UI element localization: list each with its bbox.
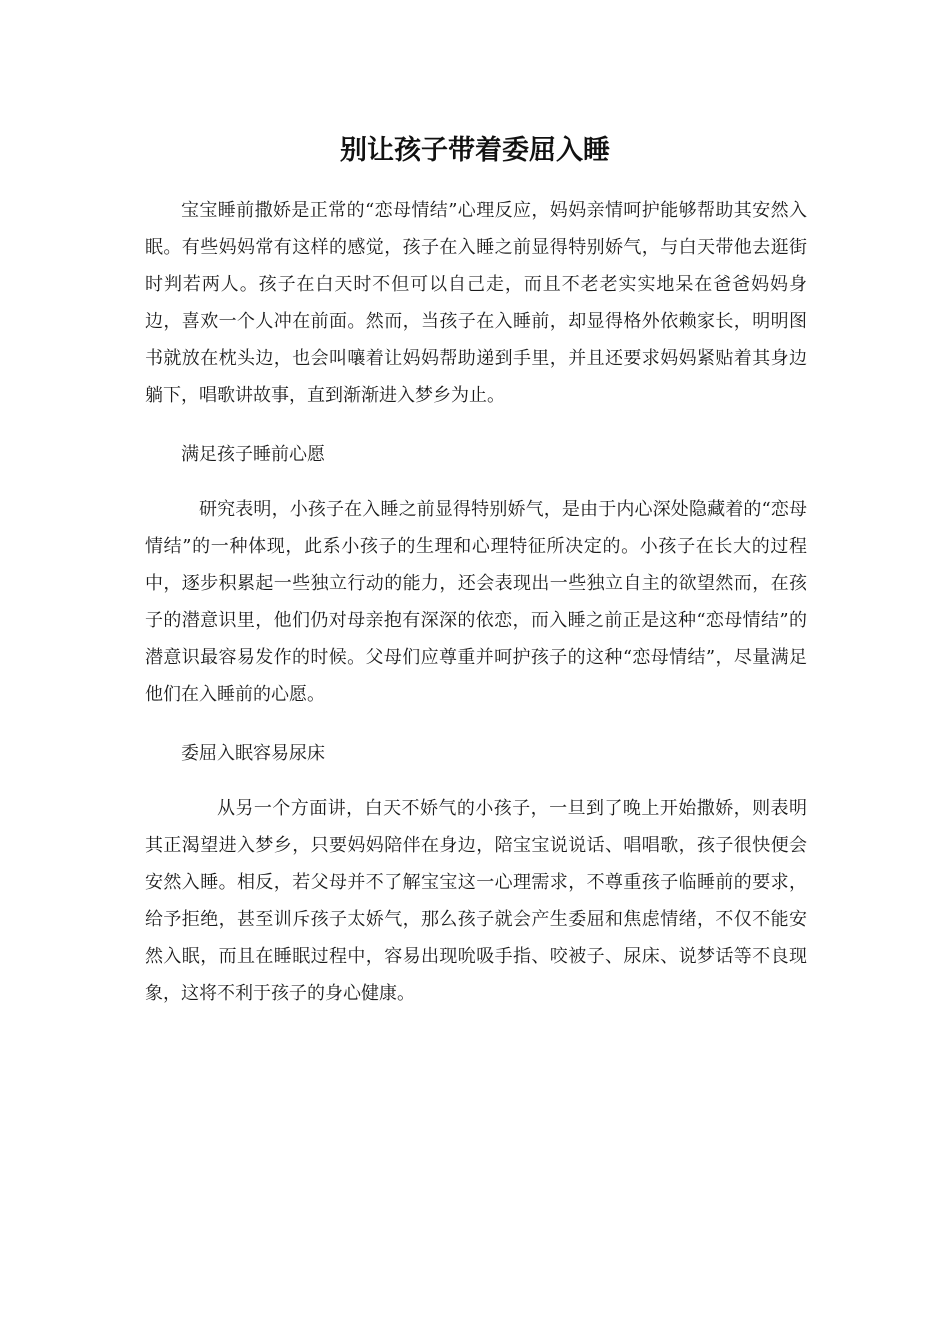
section-heading-wishes: 满足孩子睡前心愿 [181, 444, 325, 465]
paragraph-intro: 宝宝睡前撒娇是正常的“恋母情结”心理反应，妈妈亲情呵护能够帮助其安然入眠。有些妈妈常有这样的感觉，孩子在入睡之前显得特别娇气，与白天带他去逛街时判若两人。孩子在白天时不但可以自己走，而且不老老实实地呆在爸爸妈妈身边，喜欢一个人冲在前面。然而，当孩子在入睡前，却显得格外依赖家长，明明图书就放在枕头边，也会叫嚷着让妈妈帮助递到手里，并且还要求妈妈紧贴着其身边躺下，唱歌讲故事，直到渐渐进入梦乡为止。 [145, 200, 807, 406]
document-title: 别让孩子带着委屈入睡 [340, 135, 610, 166]
paragraph-research: 研究表明，小孩子在入睡之前显得特别娇气，是由于内心深处隐藏着的“恋母情结”的一种体现，此系小孩子的生理和心理特征所决定的。小孩子在长大的过程中，逐步积累起一些独立行动的能力，还会表现出一些独立自主的欲望然而，在孩子的潜意识里，他们仍对母亲抱有深深的依恋，而入睡之前正是这种“恋母情结”的潜意识最容易发作的时候。父母们应尊重并呵护孩子的这种“恋母情结”，尽量满足他们在入睡前的心愿。 [145, 499, 807, 705]
section-heading-bedwetting: 委屈入眠容易尿床 [181, 743, 325, 764]
paragraph-conclusion: 从另一个方面讲，白天不娇气的小孩子，一旦到了晚上开始撒娇，则表明其正渴望进入梦乡，只要妈妈陪伴在身边，陪宝宝说说话、唱唱歌，孩子很快便会安然入睡。相反，若父母并不了解宝宝这一心理需求，不尊重孩子临睡前的要求，给予拒绝，甚至训斥孩子太娇气，那么孩子就会产生委屈和焦虑情绪，不仅不能安然入眠，而且在睡眠过程中，容易出现吮吸手指、咬被子、尿床、说梦话等不良现象，这将不利于孩子的身心健康。 [145, 798, 807, 1004]
